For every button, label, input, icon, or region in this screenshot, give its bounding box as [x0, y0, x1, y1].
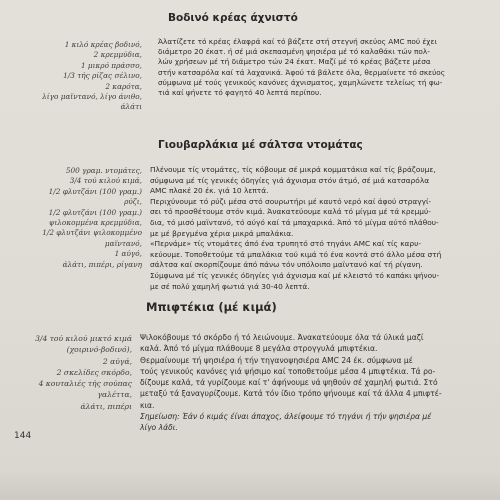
- recipe-instructions: [140, 332, 442, 434]
- recipe-title: Μπιφτέκια (μέ κιμά): [146, 300, 277, 314]
- ingredient-line: (χοιρινό-βοδινό),: [66, 345, 132, 355]
- instruction-line: σύμφωνα μέ τούς γενικούς κανόνες άχνισματος, χαμηλώνετε τελείως τή φω-: [158, 77, 443, 87]
- ingredient-line: 2 κρεμμύδια,: [93, 50, 142, 60]
- instruction-line: με μέ βρεγμένα χέρια μικρά μπαλάκια.: [150, 228, 294, 238]
- recipe-title: Γιουβαρλάκια μέ σάλτσα ντομάτας: [158, 139, 363, 151]
- ingredient-line: 1/2 φλυτζάνι (100 γραμ.): [48, 207, 142, 217]
- instruction-line: Ψιλοκόβουμε τό σκόρδο ή τό λειώνουμε. Άνακατεύουμε όλα τά ύλικά μαζί: [140, 333, 424, 342]
- ingredients-list: [42, 166, 142, 270]
- ingredient-line: 1/2 φλυτζάνι (100 γραμ.): [48, 186, 142, 196]
- instruction-line: ΑΜC πλακέ 20 έκ. γιά 10 λεπτά.: [150, 186, 269, 196]
- instruction-line: λίγο λάδι.: [140, 423, 178, 433]
- instruction-line: Άλατίζετε τό κρέας έλαφρά καί τό βάζετε στή στεγνή σκεύος ΑΜC πού έχει: [158, 37, 437, 46]
- instruction-line: με σέ πολύ χαμηλή φωτιά γιά 30-40 λεπτά.: [150, 281, 310, 291]
- ingredient-line: ρύζι,: [124, 197, 142, 207]
- ingredients-list: [42, 40, 142, 113]
- ingredient-line: 1 αύγό,: [114, 249, 142, 259]
- instruction-line: λών χρήσεων μέ τή διάμετρο τών 24 έκατ. Μαζί μέ τό κρέας βάζετε μέσα: [158, 57, 431, 67]
- instruction-line: τιά καί ψήνετε τό φαγητό 40 λεπτά περίπου.: [158, 88, 322, 98]
- recipe-instructions: [150, 165, 441, 292]
- ingredient-line: άλάτι, πιπέρι, ρίγανη: [62, 259, 142, 269]
- ingredient-line: γαλέττα,: [97, 390, 132, 400]
- instruction-line: «Περνάμε» τίς ντομάτες άπό ένα τρυπητό στό τηγάνι ΑΜC καί τίς καρυ-: [150, 239, 422, 249]
- instruction-line: καλά. Άπό τό μίγμα πλάθουμε 8 μεγάλα στρογγυλά μπιφτέκια.: [140, 344, 378, 354]
- instruction-line: τούς γενικούς κανόνες γιά ψήσιμο καί τοποθετούμε μέσα 4 μπιφτέκια. Τά ρο-: [140, 366, 436, 376]
- ingredient-line: 1 κιλό κρέας βοδινό,: [64, 40, 142, 49]
- recipe-instructions: [158, 37, 445, 98]
- ingredient-line: ψιλοκομμένα κρεμμύδια,: [48, 218, 142, 228]
- instruction-line: κεύουμε. Τοποθετούμε τά μπαλάκια τού κιμά τό ένα κοντά στό άλλο μέσα στή: [150, 249, 442, 259]
- ingredient-line: 2 σκελίδες σκόρδο,: [56, 367, 132, 377]
- ingredient-line: λίγο μαϊντανό, λίγο άνιθο,: [42, 92, 142, 102]
- instruction-line: δίζουμε καλά, τά γυρίζουμε καί τ' άφήνουμε νά ψηθούν σέ χαμηλή φωτιά. Στό: [140, 378, 438, 388]
- instruction-line: στήν κατσαρόλα καί τά λαχανικά. Άφού τά βάλετε όλα, θερμαίνετε τό σκεύος: [158, 67, 446, 77]
- ingredient-line: 500 γραμ. ντομάτες,: [65, 166, 142, 175]
- instruction-line: κια.: [140, 400, 155, 410]
- instruction-line: διάμετρο 20 έκατ. ή σέ μιά σκεπασμένη ψησιέρα μέ τό καλαθάκι τών πολ-: [158, 47, 430, 57]
- page-shadow: [0, 470, 500, 500]
- ingredient-line: 1/2 φλυτζάνι ψιλοκομμένο: [42, 228, 142, 238]
- ingredients-list: [35, 333, 132, 412]
- ingredient-line: 3/4 τού κιλού κιμά,: [69, 176, 142, 186]
- instruction-line: Περιχύνουμε τό ρύζι μέσα στό σουρωτήρι μέ καυτό νερό καί άφού στραγγί-: [150, 196, 432, 206]
- instruction-line: σάλτσα καί σκορπίζουμε άπό πάνω τόν υπόλοιπο μαϊντανό καί τή ρίγανη.: [150, 260, 423, 270]
- ingredient-line: άλάτι, πιπέρι: [80, 401, 132, 411]
- instruction-line: Θερμαίνουμε τή ψησιέρα ή τήν τηγανοψησιέρα ΑΜC 24 έκ. σύμφωνα μέ: [140, 355, 413, 365]
- instruction-line: Σημείωση: Έάν ό κιμάς έίναι άπαχος, άλείφουμε τό τηγάνι ή τήν ψησιέρα μέ: [140, 412, 432, 422]
- ingredient-line: 1 μικρό πράσσο,: [80, 60, 142, 70]
- instruction-line: Σύμφωνα μέ τίς γενικές όδηγίες γιά άχνισμα καί μέ κλειστό τό καπάκι ψήνου-: [150, 270, 440, 280]
- instruction-line: Πλένουμε τίς ντομάτες, τίς κόβουμε σέ μικρά κομματάκια καί τίς βράζουμε,: [150, 165, 436, 174]
- recipe-title: Βοδινό κρέας άχνιστό: [168, 12, 298, 24]
- instruction-line: σύμφωνα μέ τίς γενικές όδηγίες γιά άχνισμα στόν άτμό, σέ μιά κατσαρόλα: [150, 175, 430, 185]
- ingredient-line: 1/3 τής ρίζας σέλινο,: [63, 71, 142, 81]
- ingredient-line: 2 καρότα,: [105, 81, 142, 91]
- ingredient-line: άλάτι: [120, 102, 142, 112]
- ingredient-line: 2 αύγά,: [102, 356, 132, 366]
- page-number: 144: [14, 431, 32, 441]
- ingredient-line: μαϊντανό,: [104, 238, 142, 248]
- ingredient-line: 4 κουταλιές τής σούπας: [38, 379, 132, 389]
- instruction-line: σει τό προσθέτουμε στόν κιμά. Άνακατεύουμε καλά τό μίγμα μέ τά κρεμμύ-: [150, 207, 431, 217]
- instruction-line: δια, τό μισό μαϊντανό, τό αύγό καί τά μπαχαρικά. Άπό τό μίγμα αύτό πλάθου-: [150, 217, 439, 227]
- instruction-line: μεταξύ τά ξαναγυρίζουμε. Κατά τόν ίδιο τρόπο ψήνουμε καί τά άλλα 4 μπιφτέ-: [140, 389, 442, 399]
- ingredient-line: 3/4 τού κιλού μικτό κιμά: [35, 334, 132, 343]
